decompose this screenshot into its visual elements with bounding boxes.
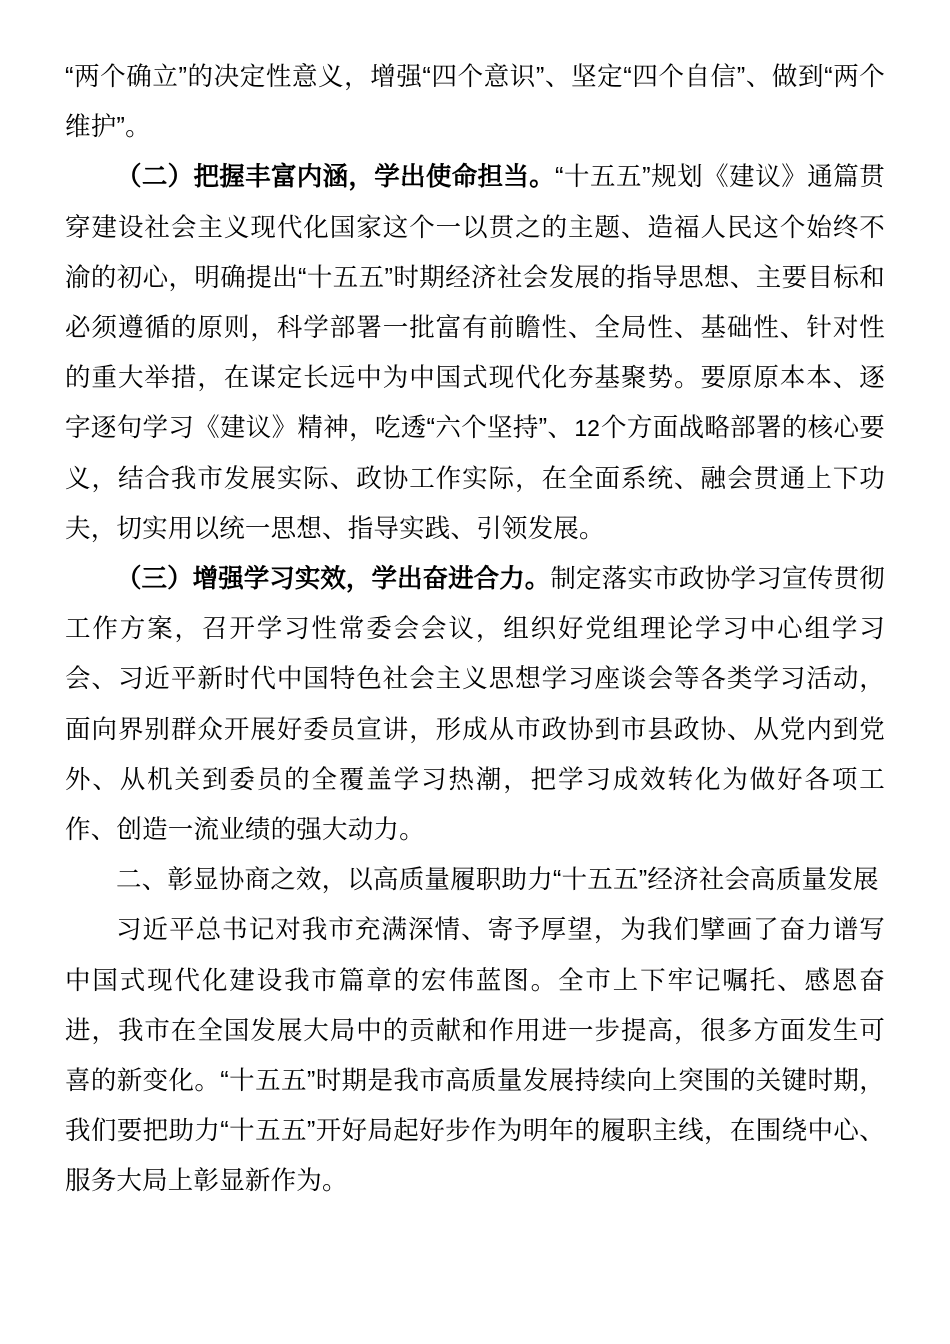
subheading-three-text: 制定落实市政协学习宣传贯彻工作方案，召开学习性常委会会议，组织好党组理论学习中心组学习会、习近平新时代中国特色社会主义思想学习座谈会等各类学习活动，面向界别群众开展好委员宣讲，形成从市政协到市县政协、从党内到党外、从机关到委员的全覆盖学习热潮，把学习成效转化为做好各项工作、创造一流业绩的强大动力。	[65, 565, 885, 845]
paragraph-body: 习近平总书记对我市充满深情、寄予厚望，为我们擘画了奋力谱写中国式现代化建设我市篇章的宏伟蓝图。全市上下牢记嘱托、感恩奋进，我市在全国发展大局中的贡献和作用进一步提高，很多方面发生可喜的新变化。“十五五”时期是我市高质量发展持续向上突围的关键时期，我们要把助力“十五五”开好局起好步作为明年的履职主线，在围绕中心、服务大局上彰显新作为。	[65, 916, 885, 1196]
section-heading-two: 二、彰显协商之效，以高质量履职助力“十五五”经济社会高质量发展	[116, 866, 879, 895]
subheading-two-text-part2: 个方面战略部署的核心要义，结合我市发展实际、政协工作实际，在全面系统、融会贯通上下功夫，切实用以统一思想、指导实践、引领发展。	[65, 414, 886, 543]
subheading-two-label: （二）把握丰富内涵，学出使命担当。	[116, 163, 555, 192]
paragraph-subheading-three	[65, 554, 885, 855]
page-bottom-whitespace	[65, 1207, 885, 1307]
subheading-three-label: （三）增强学习实效，学出奋进合力。	[116, 565, 551, 594]
document-body	[65, 52, 885, 1307]
paragraph-subheading-two	[65, 152, 885, 554]
subheading-two-text-part1: “十五五”规划《建议》通篇贯穿建设社会主义现代化国家这个一以贯之的主题、造福人民这个始终不渝的初心，明确提出“十五五”时期经济社会发展的指导思想、主要目标和必须遵循的原则，科学部署一批富有前瞻性、全局性、基础性、针对性的重大举措，在谋定长远中为中国式现代化夯基聚势。要原原本本、逐字逐句学习《建议》精神，吃透“六个坚持”、	[65, 163, 885, 443]
paragraph-continuation: “两个确立”的决定性意义，增强“四个意识”、坚定“四个自信”、做到“两个维护”。	[65, 63, 885, 142]
subheading-two-number: 12	[574, 415, 600, 442]
